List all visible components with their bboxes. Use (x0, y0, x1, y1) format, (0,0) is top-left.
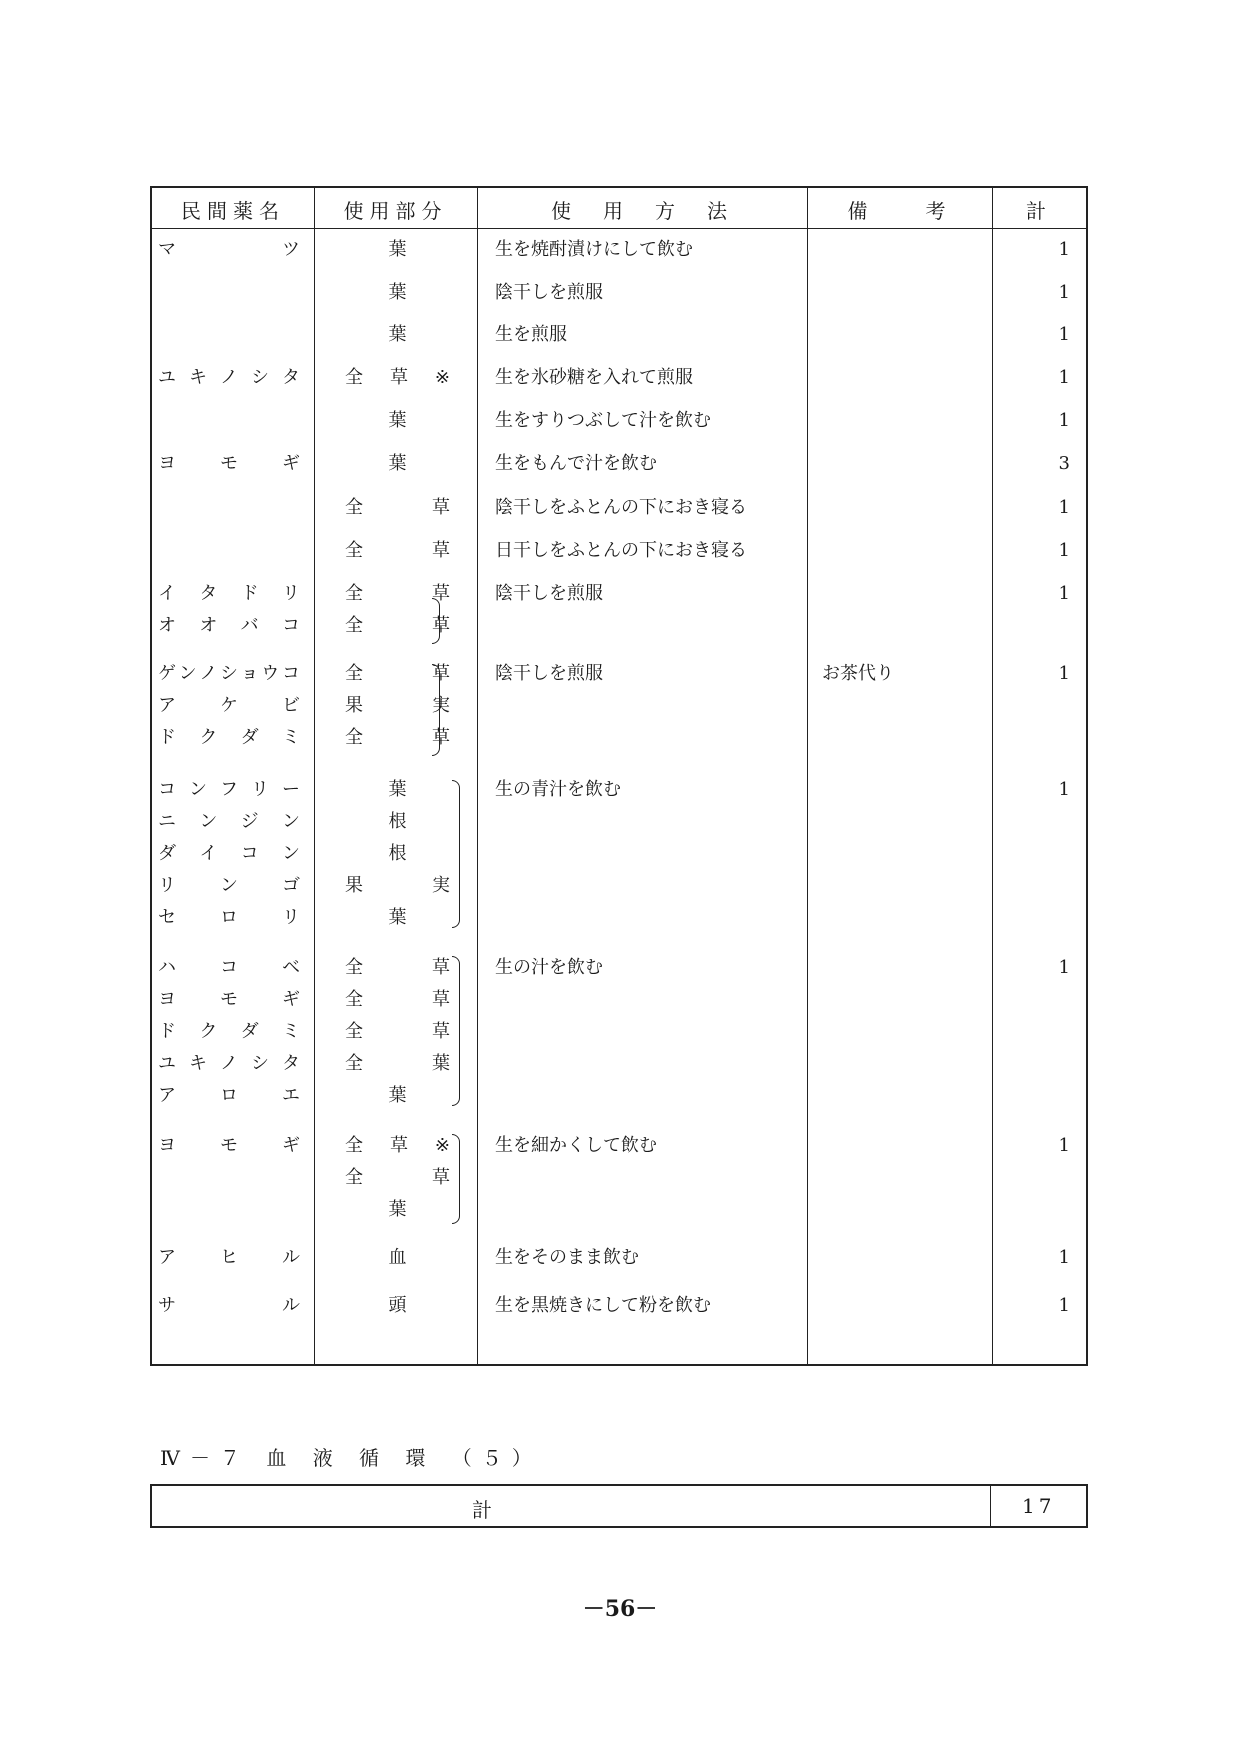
remedy-name-char: ニ (158, 811, 176, 832)
used-part (345, 409, 450, 433)
usage-method: 生を煎服 (495, 324, 567, 345)
used-part-char: 葉 (388, 453, 407, 474)
remedy-name-char: コ (240, 843, 259, 864)
remedy-name-char: ン (220, 875, 238, 896)
remedy-name-char: エ (282, 1085, 300, 1106)
used-part-char: ※ (434, 1135, 450, 1156)
used-part-char: 血 (388, 1247, 407, 1268)
used-part-char: 果 (345, 695, 363, 716)
usage-method: 生を焼酎漬けにして飲む (495, 239, 693, 260)
used-part-char: 根 (388, 843, 407, 864)
used-part (345, 1084, 450, 1108)
remedy-name (158, 778, 300, 802)
remedy-name-char: シ (219, 663, 238, 684)
used-part-char: 葉 (388, 410, 407, 431)
group-brace (452, 956, 460, 1106)
remedy-name (158, 366, 300, 390)
remedy-name-char: ダ (158, 843, 176, 864)
used-part (345, 238, 450, 262)
remedy-name-char: ヒ (220, 1247, 238, 1268)
count-value: 1 (1058, 1247, 1070, 1268)
remedy-name (158, 726, 300, 750)
remedy-name (158, 842, 300, 866)
remedy-name-char: ア (158, 1247, 176, 1268)
count-value: 1 (1058, 324, 1070, 345)
remedy-name-char: ド (158, 727, 176, 748)
used-part-char: 全 (345, 727, 363, 748)
remedy-name-char: タ (199, 583, 218, 604)
used-part-char: 頭 (388, 1295, 407, 1316)
used-part-char: 全 (345, 1053, 363, 1074)
remedy-name-char: ョ (240, 663, 259, 684)
used-part-char: 実 (432, 875, 450, 896)
remedy-name-char: ヨ (158, 453, 176, 474)
used-part (345, 778, 450, 802)
remedy-name-char: ン (189, 779, 207, 800)
used-part (345, 323, 450, 347)
used-part-char: 実 (432, 695, 450, 716)
remedy-name-char: ツ (282, 239, 300, 260)
remedy-name-char: ダ (240, 1021, 259, 1042)
used-part (345, 281, 450, 305)
used-part-char: 全 (345, 583, 363, 604)
count-value: 1 (1058, 1295, 1070, 1316)
remedy-name-char: ベ (282, 957, 300, 978)
header-method: 使 用 方 法 (551, 198, 733, 223)
used-part-char: 葉 (388, 282, 407, 303)
remedy-name (158, 1052, 300, 1076)
remedy-name (158, 874, 300, 898)
usage-method: 陰干しを煎服 (495, 663, 603, 684)
group-brace (452, 1134, 460, 1224)
count-value: 1 (1058, 957, 1070, 978)
remedy-name-char: ノ (220, 367, 238, 388)
remark: お茶代り (822, 663, 894, 684)
remedy-name-char: バ (240, 615, 259, 636)
used-part-char: 草 (432, 583, 450, 604)
remedy-name (158, 1084, 300, 1108)
column-divider (477, 188, 478, 1364)
used-part-char: 全 (345, 957, 363, 978)
remedy-name-char: コ (281, 663, 300, 684)
remedy-name (158, 810, 300, 834)
used-part (345, 539, 450, 563)
usage-method: 生の汁を飲む (495, 957, 603, 978)
used-part (345, 874, 450, 898)
remedy-name-char: モ (220, 989, 238, 1010)
used-part (345, 1166, 450, 1190)
column-divider (990, 1486, 991, 1526)
used-part-char: 葉 (388, 1199, 407, 1220)
usage-method: 陰干しを煎服 (495, 583, 603, 604)
remedy-name-char: ダ (240, 727, 259, 748)
count-value: 1 (1058, 540, 1070, 561)
remedy-name-char: シ (251, 1053, 269, 1074)
used-part-char: 葉 (432, 1053, 450, 1074)
used-part-char: 草 (432, 989, 450, 1010)
used-part-char: 全 (345, 663, 363, 684)
used-part-char: 果 (345, 875, 363, 896)
used-part-char: 葉 (388, 779, 407, 800)
remedy-name (158, 1134, 300, 1158)
used-part (345, 452, 450, 476)
usage-method: 生をもんで汁を飲む (495, 453, 657, 474)
remedy-name-char: ウ (261, 663, 280, 684)
remedy-name-char: キ (189, 1053, 207, 1074)
remedy-name-char: ゲ (158, 663, 176, 684)
page-number: －56－ (582, 1596, 658, 1622)
header-name: 民間薬名 (181, 198, 285, 223)
remedy-name-char: ク (199, 727, 218, 748)
remedy-name-char: ビ (282, 695, 300, 716)
remedy-name-char: ユ (158, 367, 176, 388)
remedy-name-char: ド (240, 583, 259, 604)
remedy-name-char: コ (220, 957, 238, 978)
remedy-name (158, 906, 300, 930)
total-row (150, 1484, 1088, 1528)
remedy-name-char: ミ (281, 727, 300, 748)
used-part-char: 草 (432, 1167, 450, 1188)
count-value: 1 (1058, 282, 1070, 303)
remedy-name-char: ノ (199, 663, 218, 684)
remedy-name-char: オ (199, 615, 218, 636)
remedy-name-char: ー (282, 779, 300, 800)
remedy-name (158, 1294, 300, 1318)
remedy-name-char: ギ (282, 453, 300, 474)
remedy-name-char: セ (158, 907, 176, 928)
remedy-table (150, 186, 1088, 1366)
remedy-name-char: タ (282, 367, 300, 388)
used-part (345, 1134, 450, 1158)
remedy-name-char: ノ (220, 1053, 238, 1074)
remedy-name-char: ゴ (282, 875, 300, 896)
column-divider (992, 188, 993, 1364)
used-part-char: 全 (345, 540, 363, 561)
remedy-name-char: ミ (281, 1021, 300, 1042)
used-part-char: 全 (345, 615, 363, 636)
total-label: 計 (472, 1498, 492, 1522)
remedy-name-char: ジ (240, 811, 259, 832)
usage-method: 生を黒焼きにして粉を飲む (495, 1295, 711, 1316)
remedy-name-char: コ (158, 779, 176, 800)
used-part-char: ※ (434, 367, 450, 388)
remedy-name-char: ン (281, 811, 300, 832)
remedy-name-char: フ (220, 779, 238, 800)
used-part-char: 草 (432, 727, 450, 748)
remedy-name-char: イ (158, 583, 176, 604)
usage-method: 生をすりつぶして汁を飲む (495, 410, 711, 431)
count-value: 1 (1058, 663, 1070, 684)
remedy-name-char: ア (158, 1085, 176, 1106)
used-part-char: 草 (389, 1135, 408, 1156)
column-divider (807, 188, 808, 1364)
remedy-name-char: タ (282, 1053, 300, 1074)
used-part-char: 草 (432, 663, 450, 684)
used-part-char: 全 (345, 497, 363, 518)
remedy-name-char: ギ (282, 989, 300, 1010)
used-part (345, 988, 450, 1012)
header-count: 計 (1026, 198, 1052, 223)
remedy-name-char: ユ (158, 1053, 176, 1074)
remedy-name-char: ル (282, 1295, 300, 1316)
remedy-name-char: リ (282, 907, 300, 928)
used-part-char: 全 (345, 367, 363, 388)
count-value: 1 (1058, 497, 1070, 518)
used-part-char: 葉 (388, 907, 407, 928)
remedy-name-char: コ (281, 615, 300, 636)
used-part (345, 1020, 450, 1044)
remedy-name-char: ク (199, 1021, 218, 1042)
used-part-char: 根 (388, 811, 407, 832)
used-part-char: 草 (432, 540, 450, 561)
usage-method: 陰干しをふとんの下におき寝る (495, 497, 747, 518)
remedy-name (158, 1020, 300, 1044)
total-value: 17 (1022, 1494, 1056, 1518)
header-note: 備 考 (847, 198, 952, 223)
used-part (345, 1294, 450, 1318)
remedy-name (158, 1246, 300, 1270)
remedy-name-char: イ (199, 843, 218, 864)
remedy-name (158, 988, 300, 1012)
remedy-name-char: ン (199, 811, 218, 832)
count-value: 1 (1058, 779, 1070, 800)
used-part (345, 496, 450, 520)
remedy-name-char: オ (158, 615, 176, 636)
remedy-name-char: ド (158, 1021, 176, 1042)
usage-method: 生の青汁を飲む (495, 779, 621, 800)
used-part-char: 全 (345, 1167, 363, 1188)
remedy-name-char: リ (281, 583, 300, 604)
usage-method: 日干しをふとんの下におき寝る (495, 540, 747, 561)
remedy-name-char: ケ (220, 695, 238, 716)
remedy-name-char: ン (281, 843, 300, 864)
remedy-name (158, 238, 300, 262)
usage-method: 生を細かくして飲む (495, 1135, 657, 1156)
used-part-char: 草 (432, 497, 450, 518)
used-part-char: 葉 (388, 239, 407, 260)
count-value: 1 (1058, 583, 1070, 604)
remedy-name-char: ギ (282, 1135, 300, 1156)
used-part (345, 1052, 450, 1076)
remedy-name (158, 614, 300, 638)
used-part-char: 草 (432, 1021, 450, 1042)
count-value: 1 (1058, 239, 1070, 260)
used-part (345, 366, 450, 390)
remedy-name-char: ヨ (158, 989, 176, 1010)
remedy-name (158, 694, 300, 718)
usage-method: 生をそのまま飲む (495, 1247, 639, 1268)
used-part (345, 906, 450, 930)
used-part (345, 810, 450, 834)
remedy-name-char: モ (220, 1135, 238, 1156)
remedy-name-char: モ (220, 453, 238, 474)
remedy-name-char: シ (251, 367, 269, 388)
remedy-name-char: ロ (220, 907, 238, 928)
remedy-name-char: リ (158, 875, 176, 896)
used-part-char: 全 (345, 989, 363, 1010)
used-part (345, 842, 450, 866)
used-part-char: 全 (345, 1135, 363, 1156)
remedy-name (158, 452, 300, 476)
used-part-char: 全 (345, 1021, 363, 1042)
group-brace (432, 664, 440, 756)
remedy-name (158, 956, 300, 980)
section-caption: Ⅳ－７ 血 液 循 環 （５） (160, 1446, 542, 1470)
group-brace (432, 598, 440, 644)
remedy-name-char: ア (158, 695, 176, 716)
used-part-char: 草 (389, 367, 408, 388)
remedy-name-char: キ (189, 367, 207, 388)
remedy-name-char: ン (178, 663, 197, 684)
remedy-name-char: マ (158, 239, 176, 260)
count-value: 1 (1058, 1135, 1070, 1156)
group-brace (452, 780, 460, 928)
count-value: 1 (1058, 410, 1070, 431)
remedy-name (158, 582, 300, 606)
used-part (345, 956, 450, 980)
used-part-char: 葉 (388, 324, 407, 345)
remedy-name-char: ハ (158, 957, 176, 978)
remedy-name-char: リ (251, 779, 269, 800)
remedy-name-char: サ (158, 1295, 176, 1316)
used-part-char: 葉 (388, 1085, 407, 1106)
used-part (345, 1246, 450, 1270)
used-part (345, 1198, 450, 1222)
remedy-name-char: ル (282, 1247, 300, 1268)
remedy-name-char: ロ (220, 1085, 238, 1106)
used-part-char: 草 (432, 615, 450, 636)
used-part-char: 草 (432, 957, 450, 978)
count-value: 3 (1058, 453, 1070, 474)
header-part: 使用部分 (343, 198, 448, 223)
remedy-name (158, 662, 300, 686)
usage-method: 生を氷砂糖を入れて煎服 (495, 367, 693, 388)
count-value: 1 (1058, 367, 1070, 388)
column-divider (314, 188, 315, 1364)
usage-method: 陰干しを煎服 (495, 282, 603, 303)
remedy-name-char: ヨ (158, 1135, 176, 1156)
